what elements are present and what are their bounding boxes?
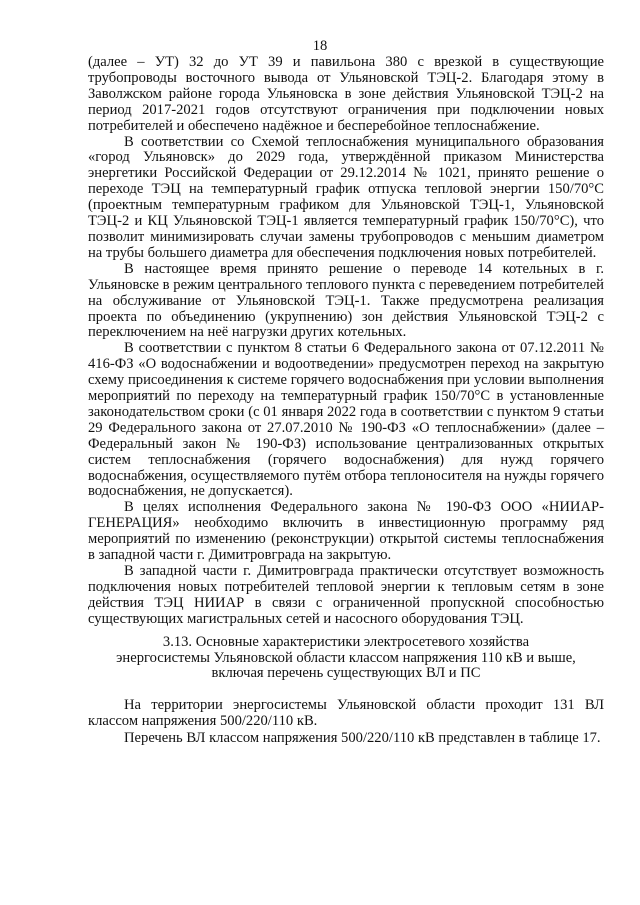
paragraph-table-reference: Перечень ВЛ классом напряжения 500/220/110 кВ представлен в таблице 17. <box>124 730 601 747</box>
section-heading-line: включая перечень существующих ВЛ и ПС <box>211 665 481 682</box>
section-heading-3-13 <box>88 635 604 683</box>
paragraph-heat-supply-scheme: В соответствии со Схемой теплоснабжения муниципального образования «город Ульяновск» до 2029 года, утверждённой приказом Министерства энергетики Российской Федерации от 29.12.2014 № 1021, принято решение о переходе ТЭЦ на температурный график отпуска тепловой энергии 150/70°С (проектным температурным графиком для Ульяновской ТЭЦ-1, Ульяновской ТЭЦ-2 и КЦ Ульяновской ТЭЦ-1 является температурный график 150/70°С), что позволит минимизировать случаи замены трубопроводов с меньшим диаметром на трубы большего диаметра для обеспечения подключения новых потребителей. <box>88 133 604 261</box>
paragraph-dimitrovgrad-west: В западной части г. Димитровграда практически отсутствует возможность подключения новых потребителей тепловой энергии к тепловым сетям в зоне действия ТЭЦ НИИАР в связи с ограниченной пропускной способностью существующих магистральных сетей и насосного оборудования ТЭЦ. <box>88 563 604 627</box>
section-heading-line: 3.13. Основные характеристики электросетевого хозяйства <box>162 633 530 650</box>
paragraph-boiler-transfer: В настоящее время принято решение о переводе 14 котельных в г. Ульяновске в режим центрального теплового пункта с переведением потребителей на обслуживание от Ульяновской ТЭЦ-1. Также предусмотрена реализация проекта по объединению (укрупнению) зон действия Ульяновской ТЭЦ-2 с переключением на неё нагрузки других котельных. <box>88 260 604 341</box>
paragraph-water-supply-law: В соответствии с пунктом 8 статьи 6 Федерального закона от 07.12.2011 № 416-ФЗ «О водоснабжении и водоотведении» предусмотрен переход на закрытую схему присоединения к системе горячего водоснабжения при условии выполнения мероприятий по переходу на температурный график 150/70°С в установленные законодательством сроки (с 01 января 2022 года в соответствии с пунктом 9 статьи 29 Федерального закона от 27.07.2010 № 190-ФЗ «О теплоснабжении» (далее – Федеральный закон № 190-ФЗ) использование централизованных открытых систем теплоснабжения (горячего водоснабжения) для нужд горячего водоснабжения, осуществляемого путём отбора теплоносителя на нужды горячего водоснабжения, не допускается). <box>88 340 604 500</box>
paragraph-continuation: (далее – УТ) 32 до УТ 39 и павильона 380 с врезкой в существующие трубопроводы восточного вывода от Ульяновской ТЭЦ-2. Благодаря этому в Заволжском районе города Ульяновска в зоне действия Ульяновской ТЭЦ-2 на период 2017-2021 годов отсутствуют ограничения при подключении новых потребителей и обеспечено надёжное и бесперебойное теплоснабжение. <box>88 54 604 134</box>
paragraph-niiar-generation: В целях исполнения Федерального закона № 190-ФЗ ООО «НИИАР-ГЕНЕРАЦИЯ» необходимо включить в инвестиционную программу ряд мероприятий по изменению (реконструкции) открытой системы теплоснабжения в западной части г. Димитровграда на закрытую. <box>88 499 604 564</box>
section-heading-line: энергосистемы Ульяновской области классом напряжения 110 кВ и выше, <box>116 649 576 666</box>
page-number: 18 <box>312 38 328 54</box>
page-body <box>88 55 604 747</box>
paragraph-power-lines-count: На территории энергосистемы Ульяновской области проходит 131 ВЛ классом напряжения 500/220/110 кВ. <box>88 697 604 730</box>
